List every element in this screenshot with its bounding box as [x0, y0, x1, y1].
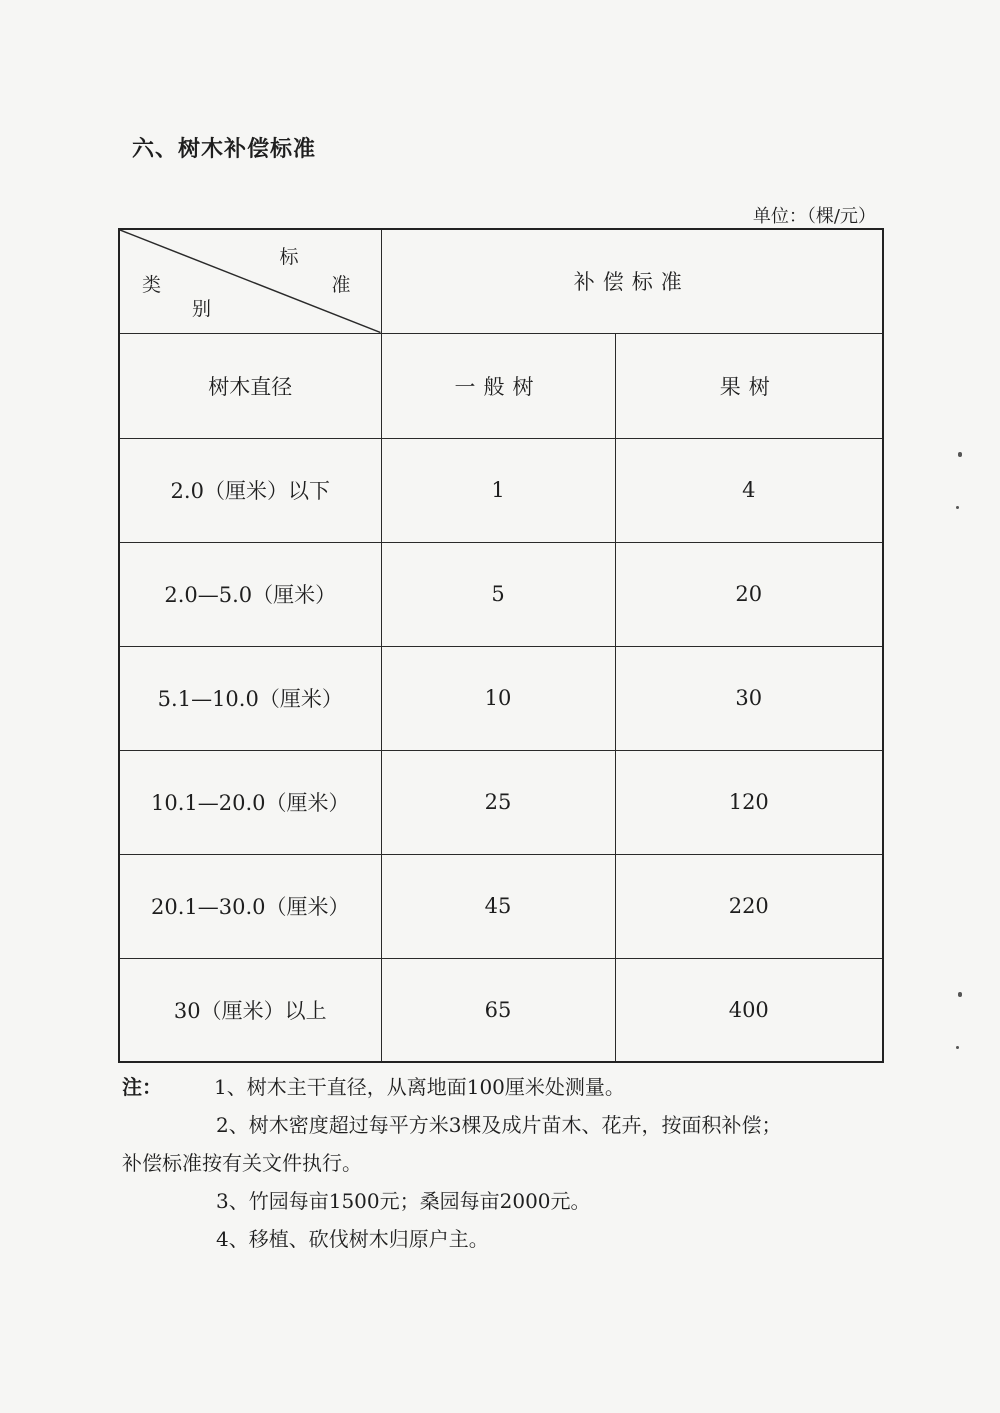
- table-row: [119, 438, 883, 542]
- scan-speck: [958, 992, 962, 997]
- cell-diameter: 5.1—10.0（厘米）: [119, 646, 381, 750]
- corner-label-top-1: 标: [279, 246, 299, 268]
- cell-diameter: 20.1—30.0（厘米）: [119, 854, 381, 958]
- note-2-line-1: 2、树木密度超过每平方米3棵及成片苗木、花卉，按面积补偿；: [216, 1113, 782, 1137]
- note-1: 1、树木主干直径，从离地面100厘米处测量。: [214, 1075, 625, 1099]
- cell-fruit: 120: [615, 750, 883, 854]
- table-row: [119, 646, 883, 750]
- table-row: [119, 542, 883, 646]
- notes-section: [122, 1068, 882, 1258]
- col-header-fruit-tree: 果树: [615, 333, 883, 438]
- cell-fruit: 400: [615, 958, 883, 1062]
- cell-fruit: 4: [615, 438, 883, 542]
- section-title: 六、树木补偿标准: [132, 137, 317, 162]
- table-header-row: [119, 229, 883, 333]
- cell-fruit: 220: [615, 854, 883, 958]
- notes-label: 注：: [122, 1075, 162, 1099]
- corner-label-bottom-1: 类: [142, 274, 162, 296]
- cell-fruit: 30: [615, 646, 883, 750]
- note-3: 3、竹园每亩1500元；桑园每亩2000元。: [216, 1189, 591, 1213]
- cell-general: 65: [381, 958, 615, 1062]
- note-2-line-2: 补偿标准按有关文件执行。: [122, 1151, 362, 1175]
- note-4: 4、移植、砍伐树木归原户主。: [216, 1227, 489, 1251]
- scan-speck: [956, 506, 959, 509]
- corner-label-bottom-2: 别: [192, 298, 212, 320]
- cell-diameter: 2.0—5.0（厘米）: [119, 542, 381, 646]
- unit-label: 单位：（棵/元）: [752, 206, 876, 227]
- col-header-general-tree: 一般树: [381, 333, 615, 438]
- compensation-table-wrapper: [118, 228, 882, 1062]
- cell-general: 25: [381, 750, 615, 854]
- table-row: [119, 854, 883, 958]
- table-row: [119, 958, 883, 1062]
- col-header-diameter: 树木直径: [119, 333, 381, 438]
- scan-speck: [956, 1046, 959, 1049]
- cell-diameter: 10.1—20.0（厘米）: [119, 750, 381, 854]
- header-compensation-standard: 补偿标准: [381, 229, 883, 333]
- compensation-table: [118, 228, 884, 1063]
- cell-general: 45: [381, 854, 615, 958]
- corner-header-cell: [119, 229, 381, 333]
- cell-fruit: 20: [615, 542, 883, 646]
- cell-general: 5: [381, 542, 615, 646]
- table-subheader-row: [119, 333, 883, 438]
- corner-label-top-2: 准: [331, 274, 351, 296]
- cell-diameter: 30（厘米）以上: [119, 958, 381, 1062]
- table-row: [119, 750, 883, 854]
- scan-speck: [958, 452, 962, 457]
- cell-diameter: 2.0（厘米）以下: [119, 438, 381, 542]
- cell-general: 10: [381, 646, 615, 750]
- cell-general: 1: [381, 438, 615, 542]
